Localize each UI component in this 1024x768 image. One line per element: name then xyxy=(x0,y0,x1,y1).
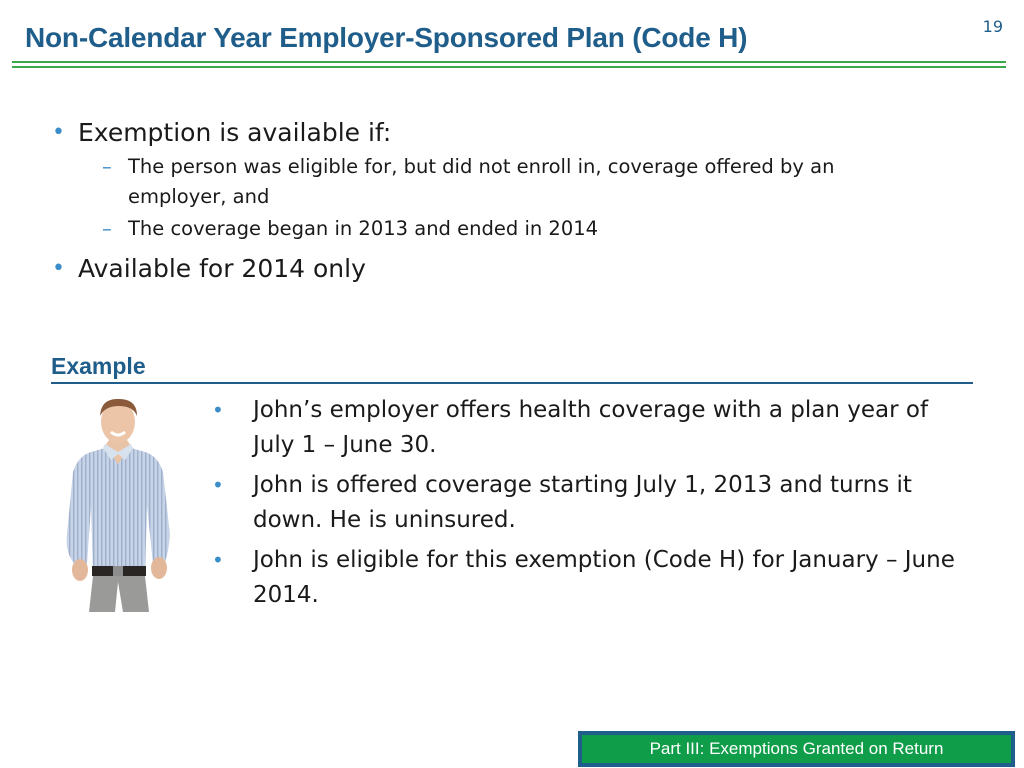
example-bullet-text: John is eligible for this exemption (Code H) for January – June 2014. xyxy=(253,547,955,608)
bullet-dot-icon: • xyxy=(212,473,224,497)
title-divider-bottom xyxy=(12,66,1006,68)
sub-bullet-text: The coverage began in 2013 and ended in 2014 xyxy=(128,217,599,240)
example-bullet-text: John’s employer offers health coverage with a plan year of July 1 – June 30. xyxy=(253,397,929,458)
bullet-dot-icon: • xyxy=(212,548,224,572)
person-photo xyxy=(53,394,183,612)
sub-bullet-text: The person was eligible for, but did not enroll in, coverage offered by an employer, and xyxy=(128,155,835,208)
dash-icon: – xyxy=(102,217,112,240)
main-bullet-list xyxy=(52,116,952,286)
example-divider xyxy=(51,382,973,384)
bullet-item xyxy=(52,116,952,150)
example-bullet-item xyxy=(212,543,962,613)
example-bullet-item xyxy=(212,468,962,538)
title-divider-top xyxy=(12,61,1006,63)
footer-section-label xyxy=(578,731,1015,767)
bullet-text: Exemption is available if: xyxy=(78,118,392,147)
example-bullet-text: John is offered coverage starting July 1, 2013 and turns it down. He is uninsured. xyxy=(253,472,912,533)
bullet-dot-icon: • xyxy=(52,256,65,281)
bullet-dot-icon: • xyxy=(52,120,65,145)
example-bullet-list xyxy=(212,393,962,618)
example-bullet-item xyxy=(212,393,962,463)
bullet-item xyxy=(52,252,952,286)
sub-bullet-item xyxy=(52,214,908,244)
bullet-dot-icon: • xyxy=(212,398,224,422)
dash-icon: – xyxy=(102,155,112,178)
page-number: 19 xyxy=(982,17,1003,36)
slide-title: Non-Calendar Year Employer-Sponsored Plan (Code H) xyxy=(25,22,748,53)
footer-label-text: Part III: Exemptions Granted on Return xyxy=(582,735,1011,763)
sub-bullet-item xyxy=(52,152,908,212)
example-heading: Example xyxy=(51,353,146,379)
bullet-text: Available for 2014 only xyxy=(78,254,366,283)
